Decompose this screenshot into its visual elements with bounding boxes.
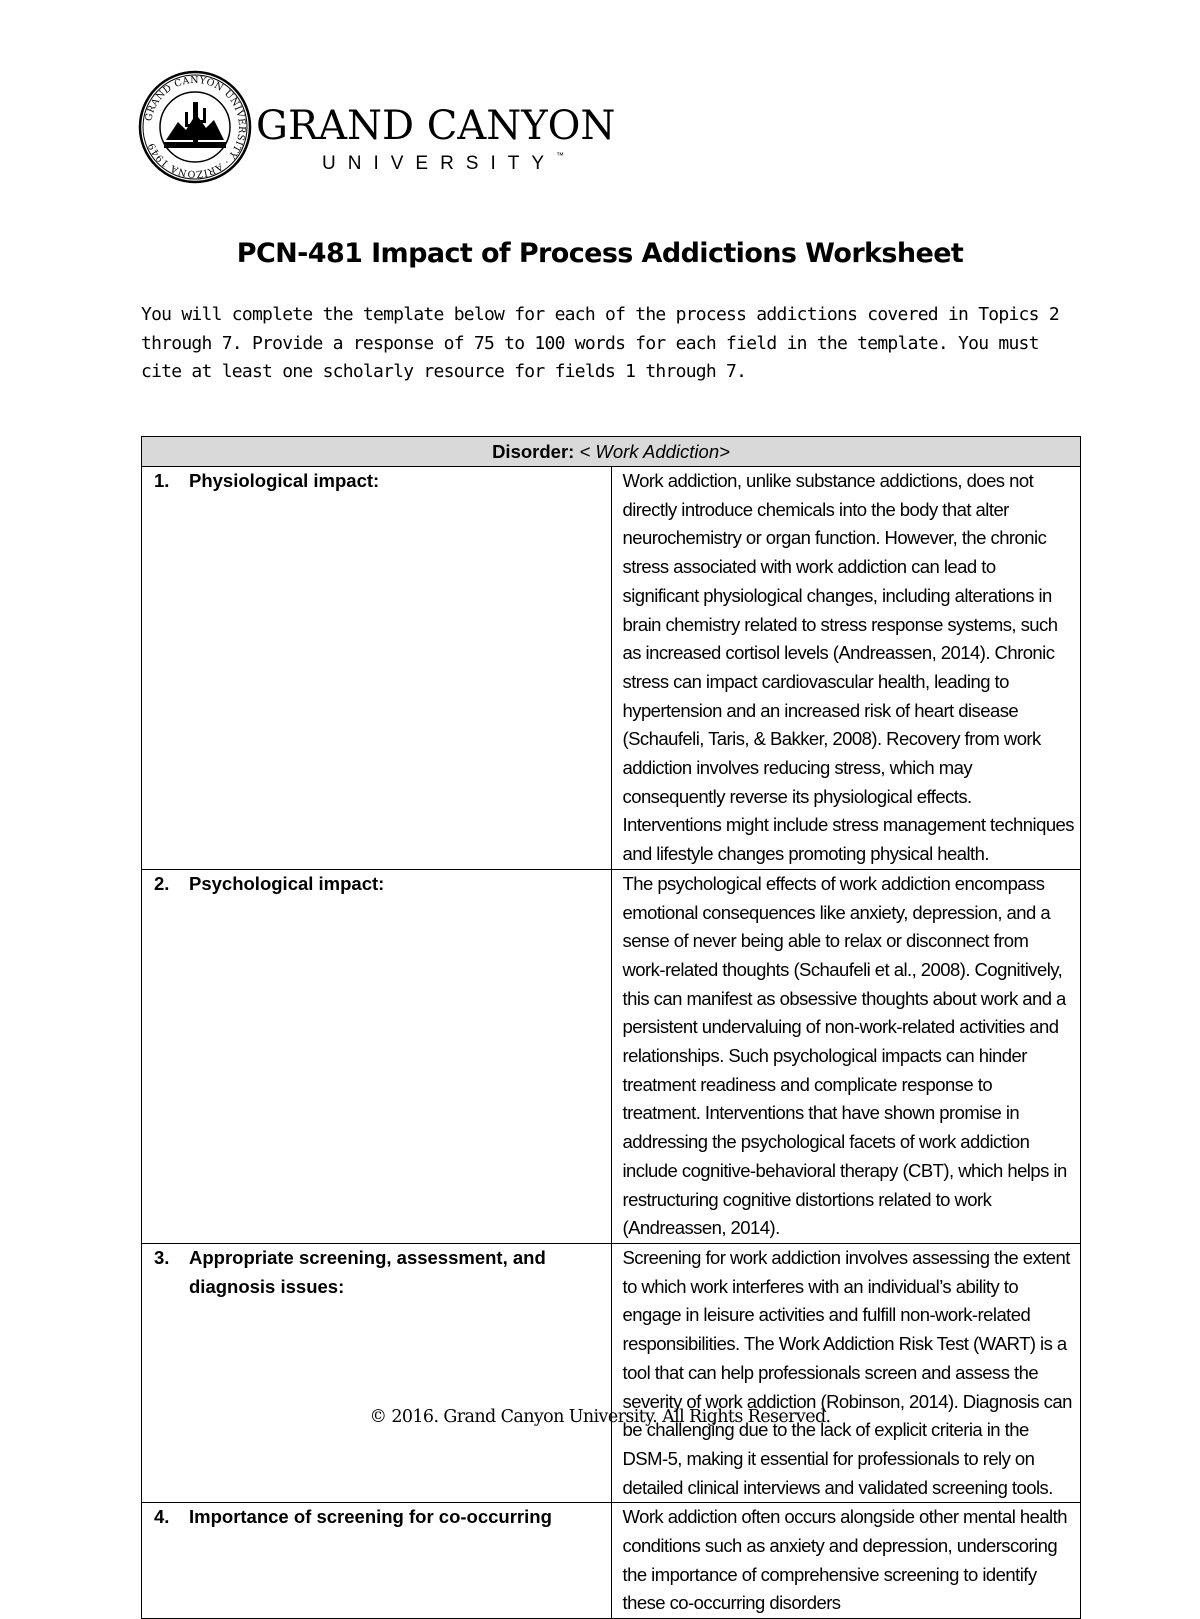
field-label <box>142 869 612 1243</box>
field-number: 3. <box>154 1246 170 1268</box>
field-label-text: Physiological impact: <box>189 470 380 491</box>
logo-subtitle: UNIVERSITY™ <box>322 151 565 174</box>
table-row <box>142 1243 1081 1502</box>
table-header-row <box>142 437 1081 467</box>
field-response[interactable]: Work addiction, unlike substance addictions, does not directly introduce chemicals into the body that alter neurochemistry or organ function. However, the chronic stress associated with work addiction can lead to significant physiological changes, including alterations in brain chemistry related to stress response systems, such as increased cortisol levels (Andreassen, 2014). Chronic stress can impact cardiovascular health, leading to hypertension and an increased risk of heart disease (Schaufeli, Taris, & Bakker, 2008). Recovery from work addiction involves reducing stress, which may consequently reverse its physiological effects. Interventions might include stress management techniques and lifestyle changes promoting physical health. <box>611 467 1081 870</box>
instructions <box>141 301 1071 387</box>
university-seal-icon <box>138 70 252 184</box>
disorder-label: Disorder: <box>492 441 575 462</box>
field-number: 4. <box>154 1506 170 1528</box>
instructions-paragraph: You will complete the template below for each of the process addictions covered in Topics 2 through 7. Provide a response of 75 to 100 words for each field in the template. You must cite at least one scholarly resource for fields 1 through 7. <box>141 304 1059 382</box>
field-label <box>142 467 612 870</box>
field-response[interactable]: The psychological effects of work addiction encompass emotional consequences like anxiety, depression, and a sense of never being able to relax or disconnect from work-related thoughts (Schaufeli et al., 2008). Cognitively, this can manifest as obsessive thoughts about work and a persistent undervaluing of non-work-related activities and relationships. Such psychological impacts can hinder treatment readiness and complicate response to treatment. Interventions that have shown promise in addressing the psychological facets of work addiction include cognitive-behavioral therapy (CBT), which helps in restructuring cognitive distortions related to work (Andreassen, 2014). <box>611 869 1081 1243</box>
field-label <box>142 1243 612 1502</box>
field-number: 2. <box>154 872 170 894</box>
seal-text: GRAND CANYON UNIVERSITY · ARIZONA 1949 <box>143 74 248 180</box>
university-logo <box>138 70 638 190</box>
page-title: PCN-481 Impact of Process Addictions Worksheet <box>236 238 964 269</box>
field-response[interactable]: Screening for work addiction involves assessing the extent to which work interferes with an individual’s ability to engage in leisure activities and fulfill non-work-related responsibilities. The Work Addiction Risk Test (WART) is a tool that can help professionals screen and assess the severity of work addiction (Robinson, 2014). Diagnosis can be challenging due to the lack of explicit criteria in the DSM-5, making it essential for professionals to rely on detailed clinical interviews and validated screening tools. <box>611 1243 1081 1502</box>
field-label-text: Appropriate screening, assessment, and diagnosis issues: <box>189 1246 546 1297</box>
logo-wordmark: GRAND CANYON <box>256 103 616 149</box>
worksheet-table <box>141 436 1081 1619</box>
copyright-footer: © 2016. Grand Canyon University. All Rights Reserved. <box>369 1407 831 1427</box>
disorder-header <box>142 437 1081 467</box>
field-label-text: Psychological impact: <box>189 872 385 894</box>
field-response[interactable]: Work addiction often occurs alongside other mental health conditions such as anxiety and depression, underscoring the importance of comprehensive screening to identify these co-occurring disorders <box>611 1503 1081 1619</box>
table-row <box>142 467 1081 870</box>
disorder-value: < Work Addiction> <box>579 441 730 462</box>
table-row <box>142 1503 1081 1619</box>
field-label-text: Importance of screening for co-occurring <box>189 1506 552 1528</box>
field-label <box>142 1503 612 1619</box>
table-row <box>142 869 1081 1243</box>
field-number: 1. <box>154 470 170 491</box>
